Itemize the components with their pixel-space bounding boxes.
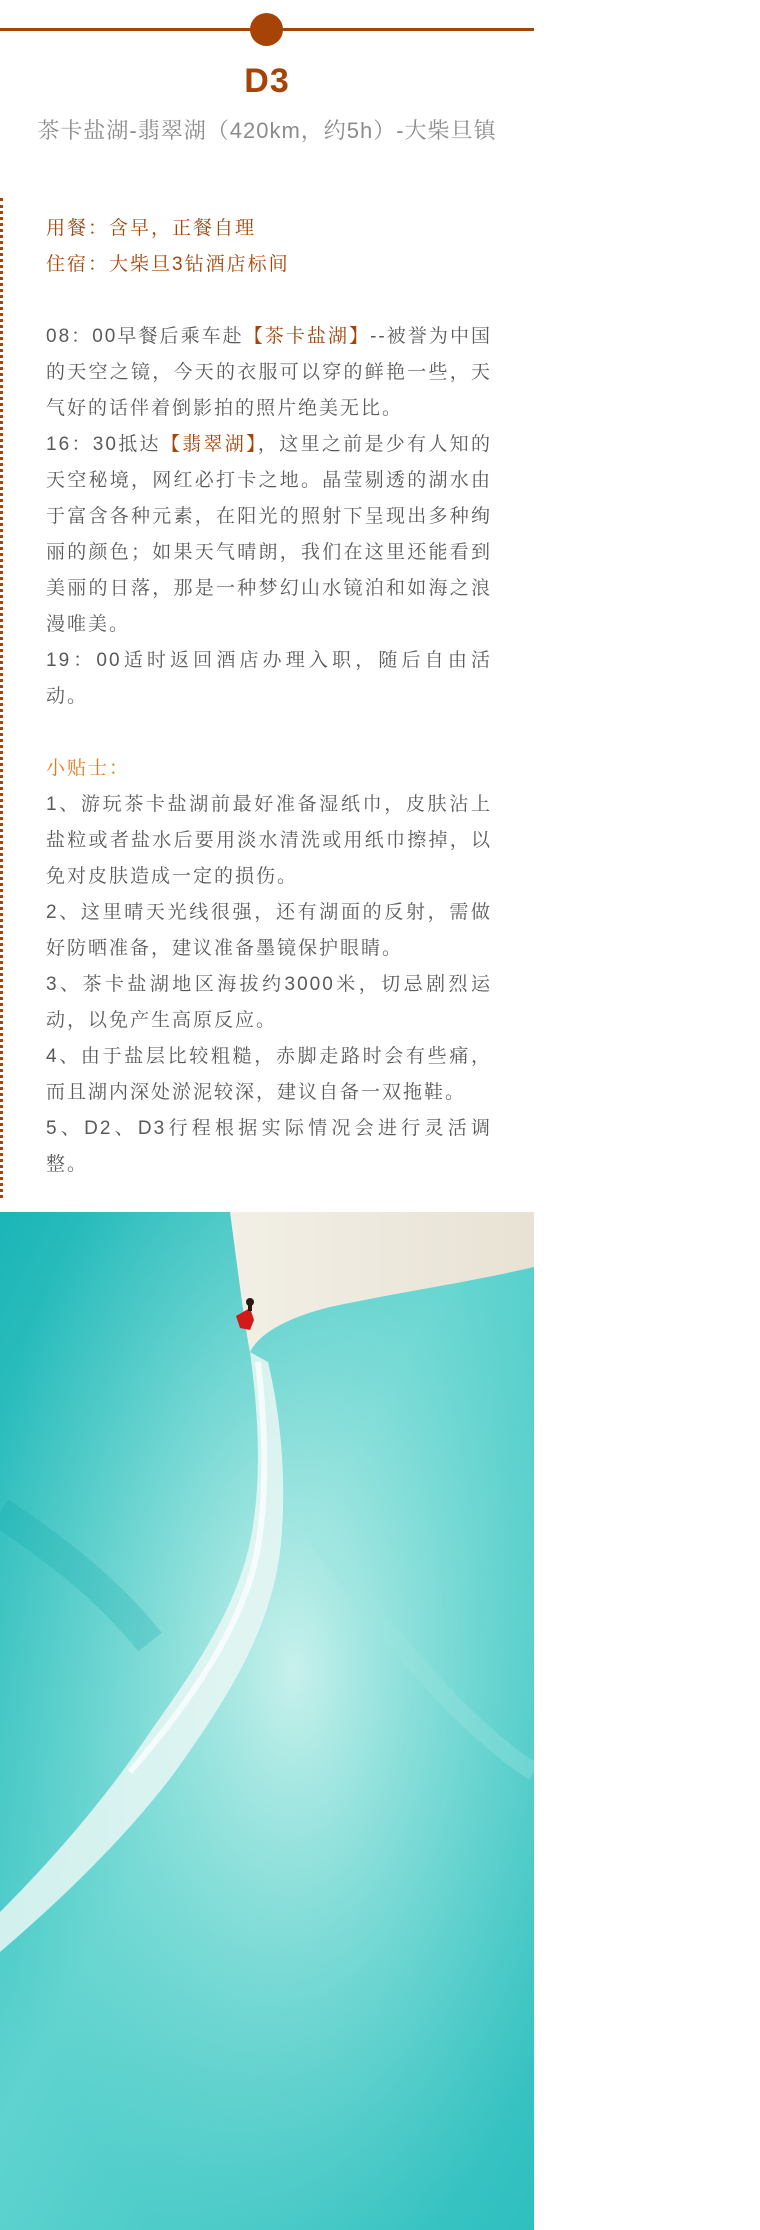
tip-item: 3、茶卡盐湖地区海拔约3000米，切忌剧烈运动，以免产生高原反应。 [46,974,492,1031]
schedule-item-1900: 19：00适时返回酒店办理入职，随后自由活动。 [46,650,492,707]
itinerary-section [0,198,534,1198]
tip-item: 4、由于盐层比较粗糙，赤脚走路时会有些痛，而且湖内深处淤泥较深，建议自备一双拖鞋。 [46,1046,492,1103]
schedule-item-0800 [46,319,492,427]
schedule-desc: ，这里之前是少有人知的天空秘境，网红必打卡之地。晶莹剔透的湖水由于富含各种元素，在阳光的照射下呈现出多种绚丽的颜色；如果天气晴朗，我们在这里还能看到美丽的日落，那是一种梦幻山水镜泊和如海之浪漫唯美。 [46,434,492,635]
schedule-time: 08：00早餐后乘车赴 [46,326,244,347]
day-title: D3 [244,62,290,100]
tip-item: 2、这里晴天光线很强，还有湖面的反射，需做好防晒准备，建议准备墨镜保护眼睛。 [46,902,492,959]
route-subtitle: 茶卡盐湖-翡翠湖（420km，约5h）-大柴旦镇 [37,118,497,143]
dotted-border-left [0,198,3,1198]
tip-item: 1、游玩茶卡盐湖前最好准备湿纸巾，皮肤沾上盐粒或者盐水后要用淡水清洗或用纸巾擦掉，以免对皮肤造成一定的损伤。 [46,794,492,887]
tips-title: 小贴士： [46,758,131,779]
place-highlight-emerald: 【翡翠湖】 [160,434,258,455]
hotel-info: 住宿：大柴旦3钻酒店标间 [46,254,290,275]
lake-photo [0,1212,534,2230]
tip-item: 5、D2、D3行程根据实际情况会进行灵活调整。 [46,1118,492,1175]
place-highlight-chaka: 【茶卡盐湖】 [243,326,371,347]
meals-info: 用餐：含早，正餐自理 [46,218,257,239]
schedule-item-1630 [46,427,492,643]
schedule-time: 16：30抵达 [46,434,161,455]
header-divider-dot [250,13,283,46]
itinerary-text [46,211,492,1183]
schedule-desc: --被誉为中国的天空之镜，今天的衣服可以穿的鲜艳一些，天气好的话伴着倒影拍的照片绝美无比。 [46,326,492,419]
